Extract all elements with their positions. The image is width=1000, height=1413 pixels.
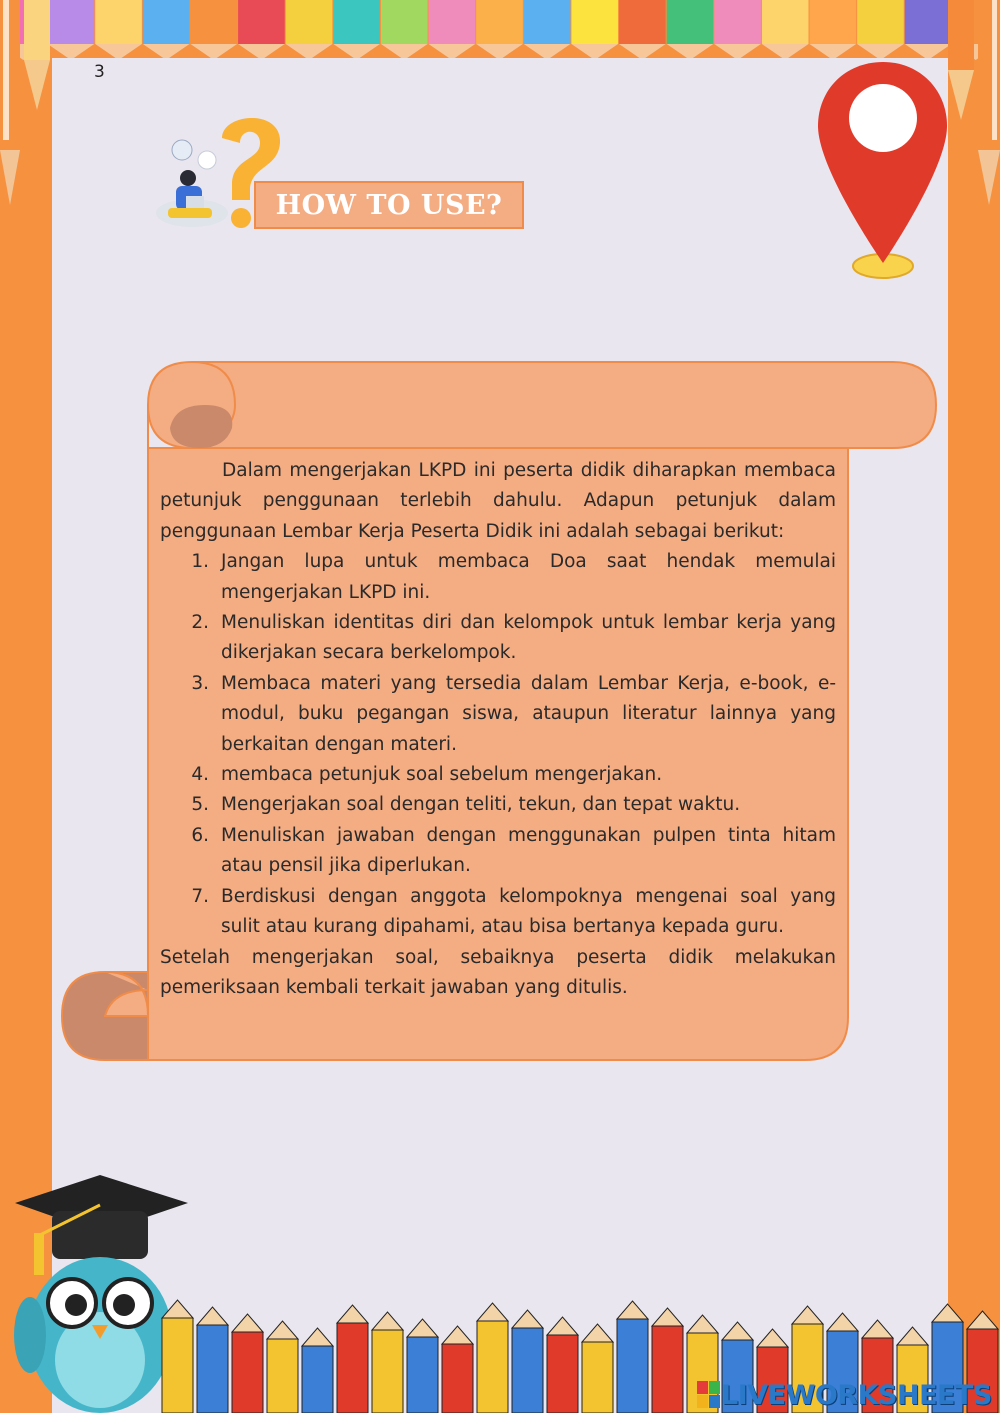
instruction-number: 4. (191, 764, 209, 786)
instruction-text: Membaca materi yang tersedia dalam Lembar Kerja, e-book, e-modul, buku pegangan siswa, ataupun literatur lainnya yang berkaitan dengan materi. (221, 672, 836, 755)
instruction-item (160, 790, 836, 820)
closing-paragraph: Setelah mengerjakan soal, sebaiknya peserta didik melakukan pemeriksaan kembali terkait jawaban yang ditulis. (160, 946, 836, 998)
watermark-brand: LIVEWORKSHEETS (721, 1379, 992, 1411)
instruction-item (160, 760, 836, 790)
instruction-number: 5. (191, 794, 209, 816)
instruction-number: 7. (191, 885, 209, 907)
instruction-item (160, 547, 836, 608)
instruction-number: 6. (191, 824, 209, 846)
liveworksheets-watermark (697, 1378, 992, 1412)
instruction-item (160, 608, 836, 669)
instruction-text: Menuliskan jawaban dengan menggunakan pulpen tinta hitam atau pensil jika diperlukan. (221, 824, 836, 877)
instruction-list (160, 547, 836, 942)
instructions-content (160, 456, 836, 1003)
instruction-item (160, 882, 836, 943)
instruction-item (160, 669, 836, 760)
instruction-text: Jangan lupa untuk membaca Doa saat hendak memulai mengerjakan LKPD ini. (221, 551, 836, 603)
instruction-item (160, 821, 836, 882)
instruction-text: Menuliskan identitas diri dan kelompok untuk lembar kerja yang dikerjakan secara berkelompok. (221, 612, 836, 664)
instruction-number: 1. (191, 551, 209, 573)
instruction-text: membaca petunjuk soal sebelum mengerjakan. (221, 764, 663, 786)
instruction-text: Berdiskusi dengan anggota kelompoknya mengenai soal yang sulit atau kurang dipahami, atau bisa bertanya kepada guru. (221, 885, 836, 938)
instruction-text: Mengerjakan soal dengan teliti, tekun, dan tepat waktu. (221, 794, 741, 816)
intro-paragraph: Dalam mengerjakan LKPD ini peserta didik diharapkan membaca petunjuk penggunaan terlebih dahulu. Adapun petunjuk dalam penggunaan Lembar Kerja Peserta Didik ini adalah sebagai berikut: (160, 460, 836, 542)
liveworksheets-logo-icon (697, 1381, 721, 1409)
how-to-use-heading: HOW TO USE? (254, 181, 524, 229)
page-number: 3 (94, 62, 105, 82)
instruction-number: 3. (191, 672, 209, 694)
instruction-number: 2. (191, 612, 209, 634)
